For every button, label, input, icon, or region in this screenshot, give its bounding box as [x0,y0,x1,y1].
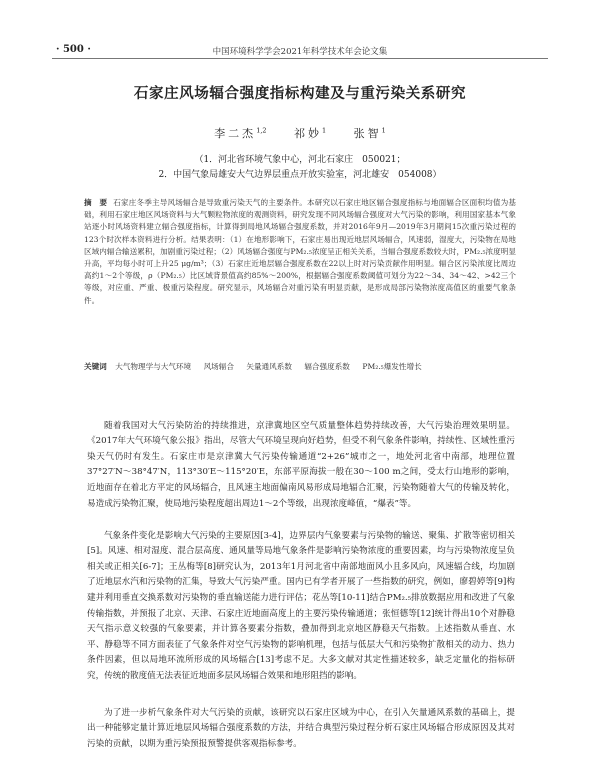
author-list [0,125,600,141]
keywords-label: 关键词 [84,362,107,371]
keyword: PM₂.₅爆发性增长 [362,362,422,371]
keyword: 辐合强度系数 [304,362,350,371]
abstract-label: 摘 要 [84,198,108,207]
affiliation: 2．中国气象局雄安大气边界层重点开放实验室，河北雄安 054008） [158,170,442,180]
running-title: 中国环境科学学会2021年科学技术年会论文集 [212,47,388,57]
keyword: 矢量通风系数 [246,362,292,371]
paper-title: 石家庄风场辐合强度指标构建及与重污染关系研究 [133,85,467,102]
author: 祁妙$^1$ [294,126,327,140]
keyword: 风场辐合 [203,362,234,371]
abstract-text: 石家庄冬季主导风场辐合是导致重污染天气的主要条件。本研究以石家庄地区辐合强度指标与地面辐合区面积均值为基础，利用石家庄地区风场资料与大气颗粒物浓度的观测资料，研究发现不同风场辐合强度对大气污染的影响，利用国家基本气象站逐小时风场资料建立辐合强度指标，计算得到局地风场辐合强度系数，并对2016年9月—2019年3月期间15次重污染过程的123个时次样本资料进行分析。结果表明：（1）在地形影响下，石家庄易出现近地层风场辐合，风速弱，湿度大，污染物在局地区域内辐合输送累积，加剧重污染过程；（2）风场辐合强度与PM₂.₅浓度呈正相关关系，当辐合强度系数较大时，PM₂.₅浓度明显升高，平均每小时可上升25 μg/m³；（3）石家庄近地层辐合强度系数在22以上时对污染贡献作用明显。辐合区污染浓度比周边高约1～2个等级，ρ（PM₂.₅）比区域背景值高约85%～200%，根据辐合强度系数阈值可划分为22～34、34～42、>42三个等级，对应重、严重、极重污染程度。研究显示，风场辐合对重污染有明显贡献，是形成局部污染物浓度高值区的重要气象条件。 [84,198,516,305]
body-paragraph: 气象条件变化是影响大气污染的主要原因[3-4]，边界层内气象要素与污染物的输送、聚集、扩散等密切相关[5]。风速、相对湿度、混合层高度、通风量等局地气象条件是影响污染物浓度的重要因素，均与污染物浓度呈负相关或正相关[6-7]；王丛梅等[8]研究认为，2013年1月河北省中南部地面风小且多风向，风速辐合线，均加剧了近地层水汽和污染物的汇集，导致大气污染严重。国内已有学者开展了一些指数的研究，例如，廖碧婷等[9]构建并利用垂直交换系数对污染物的垂直输送能力进行评估；花丛等[10-11]结合PM₂.₅排放数据应用和改进了气象传输指数，并预报了北京、天津、石家庄近地面高度上的主要污染传输通道；张恒德等[12]统计得出10个对静稳天气指示意义较强的气象要素，并计算各要素分指数，叠加得到北京地区静稳天气指数。上述指数从垂直、水平、静稳等不同方面表征了气象条件对空气污染物的影响机理，包括与低层大气和污染物扩散相关的动力、热力条件因素，但以局地环流所形成的风场辐合[13]考虑不足。大多文献对其定性描述较多，缺乏定量化的指标研究，传统的散度值无法表征近地面多层风场辐合效果和地形阻挡的影响。 [87,530,515,681]
body-paragraph: 随着我国对大气污染防治的持续推进，京津冀地区空气质量整体趋势持续改善，大气污染治理效果明显。《2017年大气环境气象公报》指出，尽管大气环境呈现向好趋势，但受不利气象条件影响，持续性、区域性重污染天气仍时有发生。石家庄市是京津冀大气污染传输通道“2+26”城市之一，地处河北省中南部，地理位置37°27′N～38°47′N，113°30′E～115°20′E，东部平原海拔一般在30～100 m之间，受太行山地形的影响，近地面存在着北方平定的风场辐合，且风速主地面偏南风易形成局地辐合汇聚，污染物随着大气的传输及转化，易造成污染物汇聚，使局地污染程度超出周边1～2个等级，出现浓度峰值，“爆表”等。 [87,420,515,509]
affiliation: （1．河北省环境气象中心，河北石家庄 050021； [194,155,406,165]
abstract [84,197,516,307]
keywords [84,361,516,372]
author: 张智$^1$ [353,126,386,140]
keyword: 大气物理学与大气环境 [115,362,192,371]
body-paragraph: 为了进一步析气象条件对大气污染的贡献，该研究以石家庄区域为中心，在引入矢量通风系数的基础上，提出一种能够定量计算近地层风场辐合强度系数的方法，并结合典型污染过程分析石家庄风场辐合形成原因及其对污染的贡献，以期为重污染预报预警提供客观指标参考。 [87,707,515,749]
author: 李二杰$^{1,2}$ [214,126,267,140]
page-header [52,44,548,59]
page-number: · 500 · [56,44,91,55]
